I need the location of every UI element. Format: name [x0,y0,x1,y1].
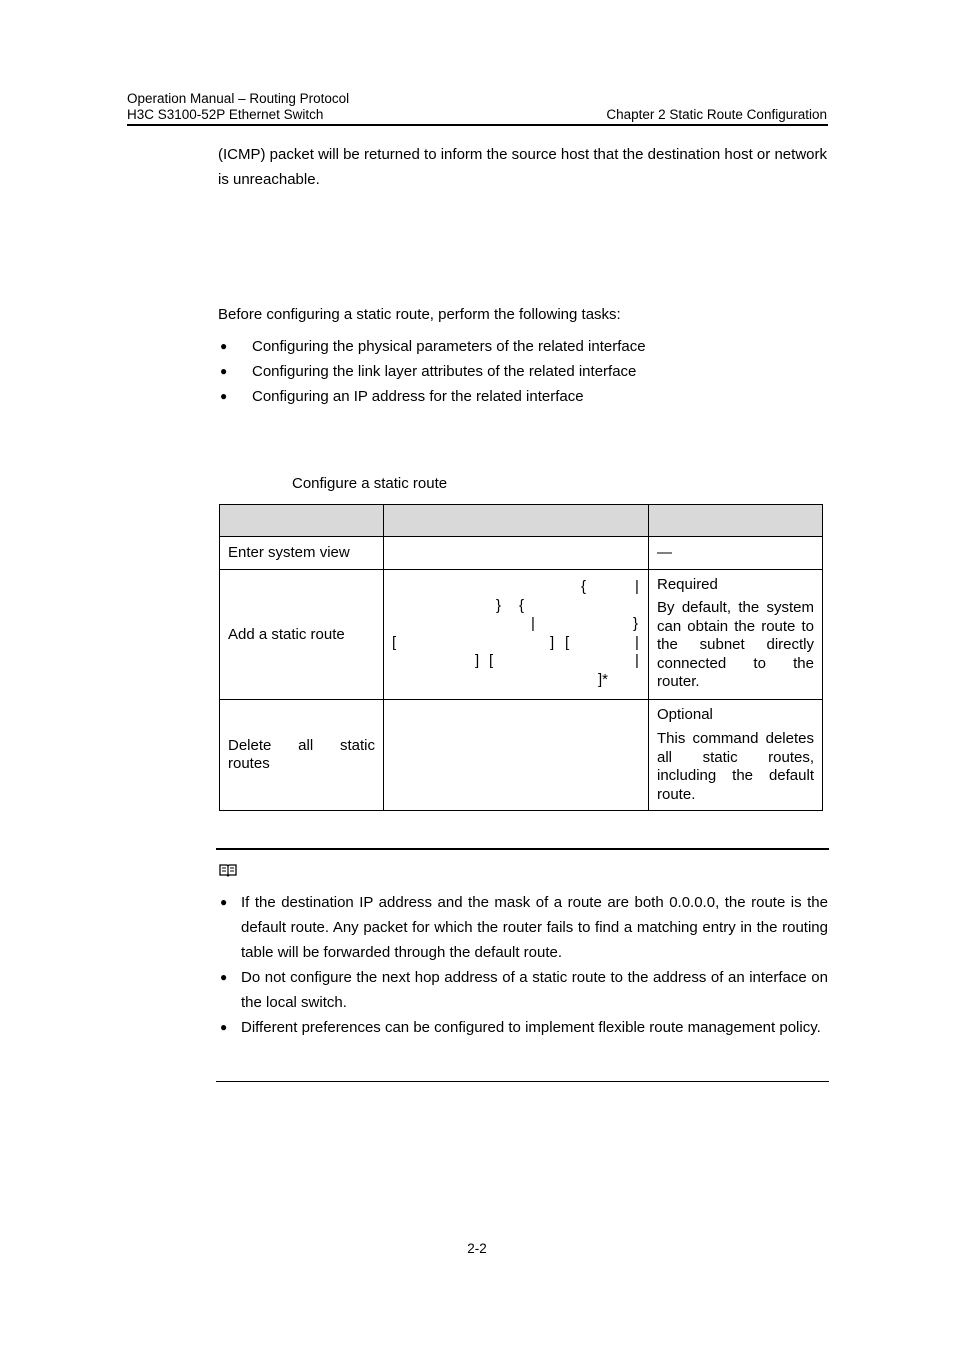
remarks-body: This command deletes all static routes, including the default route. [657,730,814,803]
remarks-cell: — [649,537,823,570]
book-icon [219,863,237,877]
syntax-mark: [ [489,652,494,669]
header-cell-command [384,505,649,537]
syntax-mark: ] [475,652,480,669]
list-item: ● Configuring the link layer attributes of the related interface [218,359,828,384]
list-item: ● If the destination IP address and the mask of a route are both 0.0.0.0, the route is the default route. Any packet for which the router fails to find a matching entry in the routing table will be forwarded through the default route. [218,890,828,965]
bullet-icon: ● [220,970,228,984]
syntax-mark: } [496,597,502,614]
header-manual-title: Operation Manual – Routing Protocol [127,91,350,106]
prereq-list [218,334,828,409]
operation-cell: Delete all static routes [220,700,384,811]
note-bottom-rule [216,1081,829,1082]
header-left [127,91,349,123]
bullet-icon: ● [220,895,228,909]
header-product-name: H3C S3100-52P Ethernet Switch [127,107,324,122]
bullet-icon: ● [220,1020,228,1034]
remarks-cell [649,700,823,811]
syntax-mark: | [531,615,535,632]
table-row [220,537,823,570]
list-item: ● Configuring the physical parameters of the related interface [218,334,828,359]
syntax-mark: } [633,615,639,632]
syntax-mark: [ [565,634,570,651]
page-number: 2-2 [467,1241,487,1256]
bullet-icon: ● [220,339,228,353]
bullet-icon: ● [220,389,228,403]
remarks-title: Optional [657,706,713,723]
syntax-mark: [ [392,634,397,651]
list-item: ● Configuring an IP address for the related interface [218,384,828,409]
note-list [218,890,828,1040]
remarks-body: By default, the system can obtain the route to the subnet directly connected to the router. [657,599,814,690]
syntax-mark: { [519,597,525,614]
intro-paragraph: (ICMP) packet will be returned to inform the source host that the destination host or network is unreachable. [218,146,827,188]
list-item: ● Different preferences can be configured to implement flexible route management policy. [218,1015,828,1040]
note-top-rule [216,848,829,850]
list-item: ● Do not configure the next hop address of a static route to the address of an interface on the local switch. [218,965,828,1015]
config-table [219,504,823,811]
operation-cell: Enter system view [220,537,384,570]
syntax-mark: | [635,652,639,669]
syntax-mark: { [581,578,587,595]
command-cell [384,537,649,570]
header-cell-remarks [649,505,823,537]
bullet-icon: ● [220,364,228,378]
header-rule [127,124,828,126]
table-caption: Configure a static route [292,475,448,492]
header-cell-operation [220,505,384,537]
command-cell [384,700,649,811]
operation-cell: Add a static route [220,570,384,700]
syntax-mark: ]* [598,671,609,688]
table-row [220,570,823,700]
syntax-mark: | [635,634,639,651]
table-row [220,700,823,811]
prereq-lead: Before configuring a static route, perform the following tasks: [218,306,621,323]
command-cell [384,570,649,700]
remarks-title: Required [657,576,718,593]
syntax-mark: | [635,578,639,595]
header-chapter: Chapter 2 Static Route Configuration [606,107,827,122]
syntax-mark: ] [550,634,555,651]
remarks-cell [649,570,823,700]
table-header-row [220,505,823,537]
